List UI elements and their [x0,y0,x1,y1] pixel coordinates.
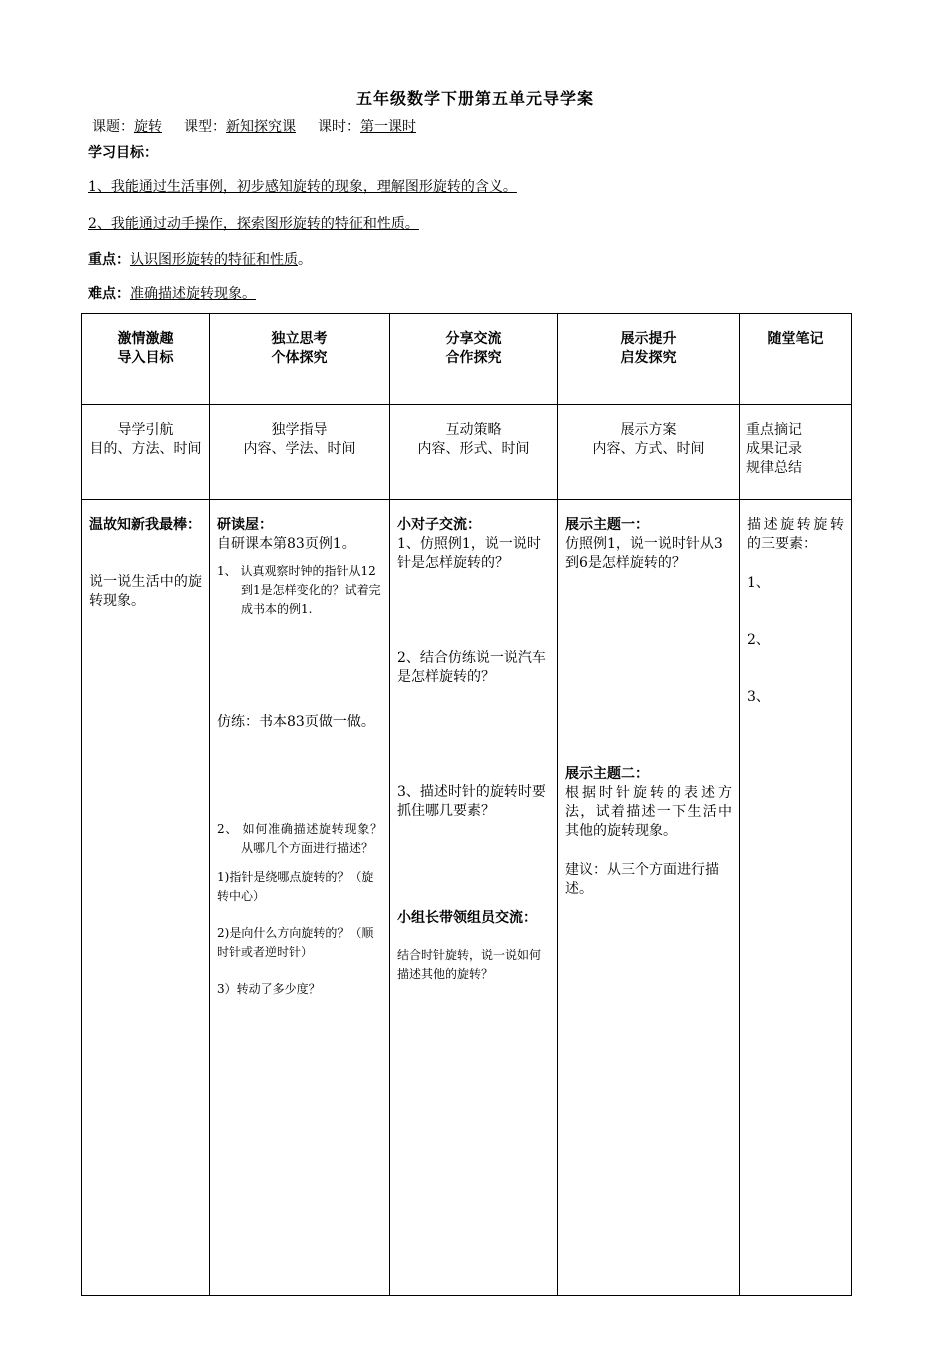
lesson-meta [92,116,416,136]
col2-sub3: 3）转动了多少度？ [217,982,321,996]
header-col-3: 分享交流 合作探究 [390,314,558,405]
body-col-3 [390,500,558,1296]
col3-q3: 3、描述时针的旋转时要抓住哪几要素？ [397,784,546,819]
col5-n3: 3、 [747,689,770,705]
col4-heading2: 展示主题二： [565,766,649,782]
header-col-5: 随堂笔记 [740,314,852,405]
body-col-4 [558,500,740,1296]
key-label: 重点： [88,252,130,268]
header-col-2: 独立思考 个体探究 [210,314,390,405]
col3-heading: 小对子交流： [397,517,481,533]
type-label: 课型： [184,119,226,135]
subheader-row [82,405,852,500]
difficulty-label: 难点： [88,286,130,302]
col1-text: 说一说生活中的旋转现象。 [89,574,202,609]
objectives-label: 学习目标： [88,145,158,161]
col1-heading: 温故知新我最棒： [89,517,201,533]
period-value: 第一课时 [360,119,416,135]
col4-heading1: 展示主题一： [565,517,649,533]
subheader-col-5: 重点摘记 成果记录 规律总结 [740,405,852,500]
col2-item1: 1、 认真观察时钟的指针从12到1是怎样变化的？试着完成书本的例1. [217,564,381,616]
body-col-2 [210,500,390,1296]
topic-value: 旋转 [134,119,162,135]
header-col-1: 激情激趣 导入目标 [82,314,210,405]
col5-n2: 2、 [747,632,770,648]
subheader-col-3: 互动策略 内容、形式、时间 [390,405,558,500]
col3-q4: 结合时针旋转，说一说如何描述其他的旋转？ [397,948,542,981]
col2-line1: 自研课本第83页例1。 [217,536,356,552]
objective-1: 1、我能通过生活事例，初步感知旋转的现象，理解图形旋转的含义。 [88,179,517,195]
header-row [82,314,852,405]
body-row [82,500,852,1296]
col2-item2: 2、 如何准确描述旋转现象？从哪几个方面进行描述？ [217,822,382,855]
col3-heading2: 小组长带领组员交流： [397,910,537,926]
col4-text2: 根据时针旋转的表述方法，试着描述一下生活中其他的旋转现象。 [565,785,732,839]
header-col-4: 展示提升 启发探究 [558,314,740,405]
type-value: 新知探究课 [226,119,296,135]
col2-sub2: 2)是向什么方向旋转的？（顺时针或者逆时针） [217,926,374,959]
subheader-col-1: 导学引航 目的、方法、时间 [82,405,210,500]
period-label: 课时： [318,119,360,135]
col4-text3: 建议：从三个方面进行描述。 [565,862,719,897]
col2-practice: 仿练：书本83页做一做。 [217,714,375,730]
col3-q2: 2、结合仿练说一说汽车是怎样旋转的？ [397,650,546,685]
subheader-col-2: 独学指导 内容、学法、时间 [210,405,390,500]
subheader-col-4: 展示方案 内容、方式、时间 [558,405,740,500]
key-point [88,249,312,269]
key-value: 认识图形旋转的特征和性质 [130,252,298,268]
col5-text: 描述旋转旋转的三要素： [747,517,844,552]
difficulty-value: 准确描述旋转现象。 [130,286,256,302]
objective-2: 2、我能通过动手操作，探索图形旋转的特征和性质。 [88,216,419,232]
col2-sub1: 1)指针是绕哪点旋转的？（旋转中心） [217,870,374,903]
col2-heading: 研读屋： [217,517,273,533]
body-col-1 [82,500,210,1296]
body-col-5 [740,500,852,1296]
col3-q1: 1、仿照例1，说一说时针是怎样旋转的？ [397,536,541,571]
topic-label: 课题： [92,119,134,135]
page-title: 五年级数学下册第五单元导学案 [355,89,594,108]
col5-n1: 1、 [747,575,770,591]
col4-text1: 仿照例1，说一说时针从3到6是怎样旋转的？ [565,536,723,571]
difficulty-point [88,283,256,303]
lesson-table [81,313,852,1296]
key-suffix: 。 [298,252,312,268]
